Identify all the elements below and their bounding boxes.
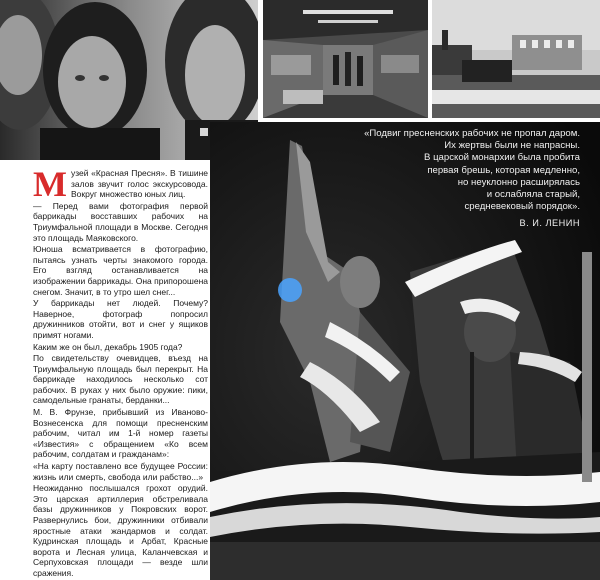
dropcap: М [33, 164, 67, 204]
quote-line: первая брешь, которая медленно, [427, 164, 580, 176]
quote-line: но неуклонно расширялась [457, 176, 580, 188]
article-paragraph: По свидетельству очевидцев, въезд на Триумфальную площадь был перекрыт. На баррикаде находилось несколько сот рабочих. В руках у них было оружие: пики, самодельные гранаты, берданки... [33, 353, 208, 406]
article-paragraph: Юноша всматривается в фотографию, пытаясь узнать черты знакомого города. Его взгляд останавливается на изображении баррикады. Она припорошена снегом. Значит, в то утро шел снег... [33, 244, 208, 297]
article-paragraph: У баррикады нет людей. Почему? Наверное, фотограф попросил дружинников отойти, вот и снег у ящиков примят ногами. [33, 298, 208, 340]
quote-line: Их жертвы были не напрасны. [444, 140, 580, 152]
quote-line: «Подвиг пресненских рабочих не пропал даром. [364, 128, 580, 139]
article-paragraph: М. В. Фрунзе, прибывший из Иваново-Вознесенска для помощи пресненским рабочим, читал им 1-й номер газеты «Известия» с обращением «Ко всем рабочим, солдатам и гражданам»: [33, 407, 208, 460]
photo-city-winter [432, 0, 600, 118]
quote-line: и ослабляла старый, [486, 189, 580, 201]
article-paragraph: Каким же он был, декабрь 1905 года? [33, 341, 183, 352]
article-paragraph: «На карту поставлено все будущее России: жизнь или смерть, свобода или рабство...» [33, 461, 208, 482]
quote-author: В. И. ЛЕНИН [519, 218, 580, 229]
article-column [33, 164, 208, 580]
article-paragraph: Неожиданно послышался грохот орудий. Это царская артиллерия обстреливала базы дружинников у Покровских ворот. Развернулись бои, дружинники отбивали яростные атаки жандармов и солдат. Кудринская площадь и Арбат, Красные ворота и Лесная улица, Каланчевская и Серпуховская площади — везде шли сражения. [33, 483, 208, 578]
quote-line: средневековый порядок». [464, 201, 580, 213]
quote-line: В царской монархии была пробита [424, 152, 580, 164]
photo-museum-hall [263, 0, 428, 118]
paragraph-text: узей «Красная Пресня». В тишине залов звучит голос экскурсовода. Вокруг множество юных лиц. [70, 168, 208, 200]
lenin-quote [280, 128, 580, 230]
article-paragraph [33, 164, 208, 204]
article-paragraph: — Перед вами фотография первой баррикады восставших рабочих на Триумфальной площади в Москве. Сегодня это площадь Маяковского. [33, 200, 208, 243]
